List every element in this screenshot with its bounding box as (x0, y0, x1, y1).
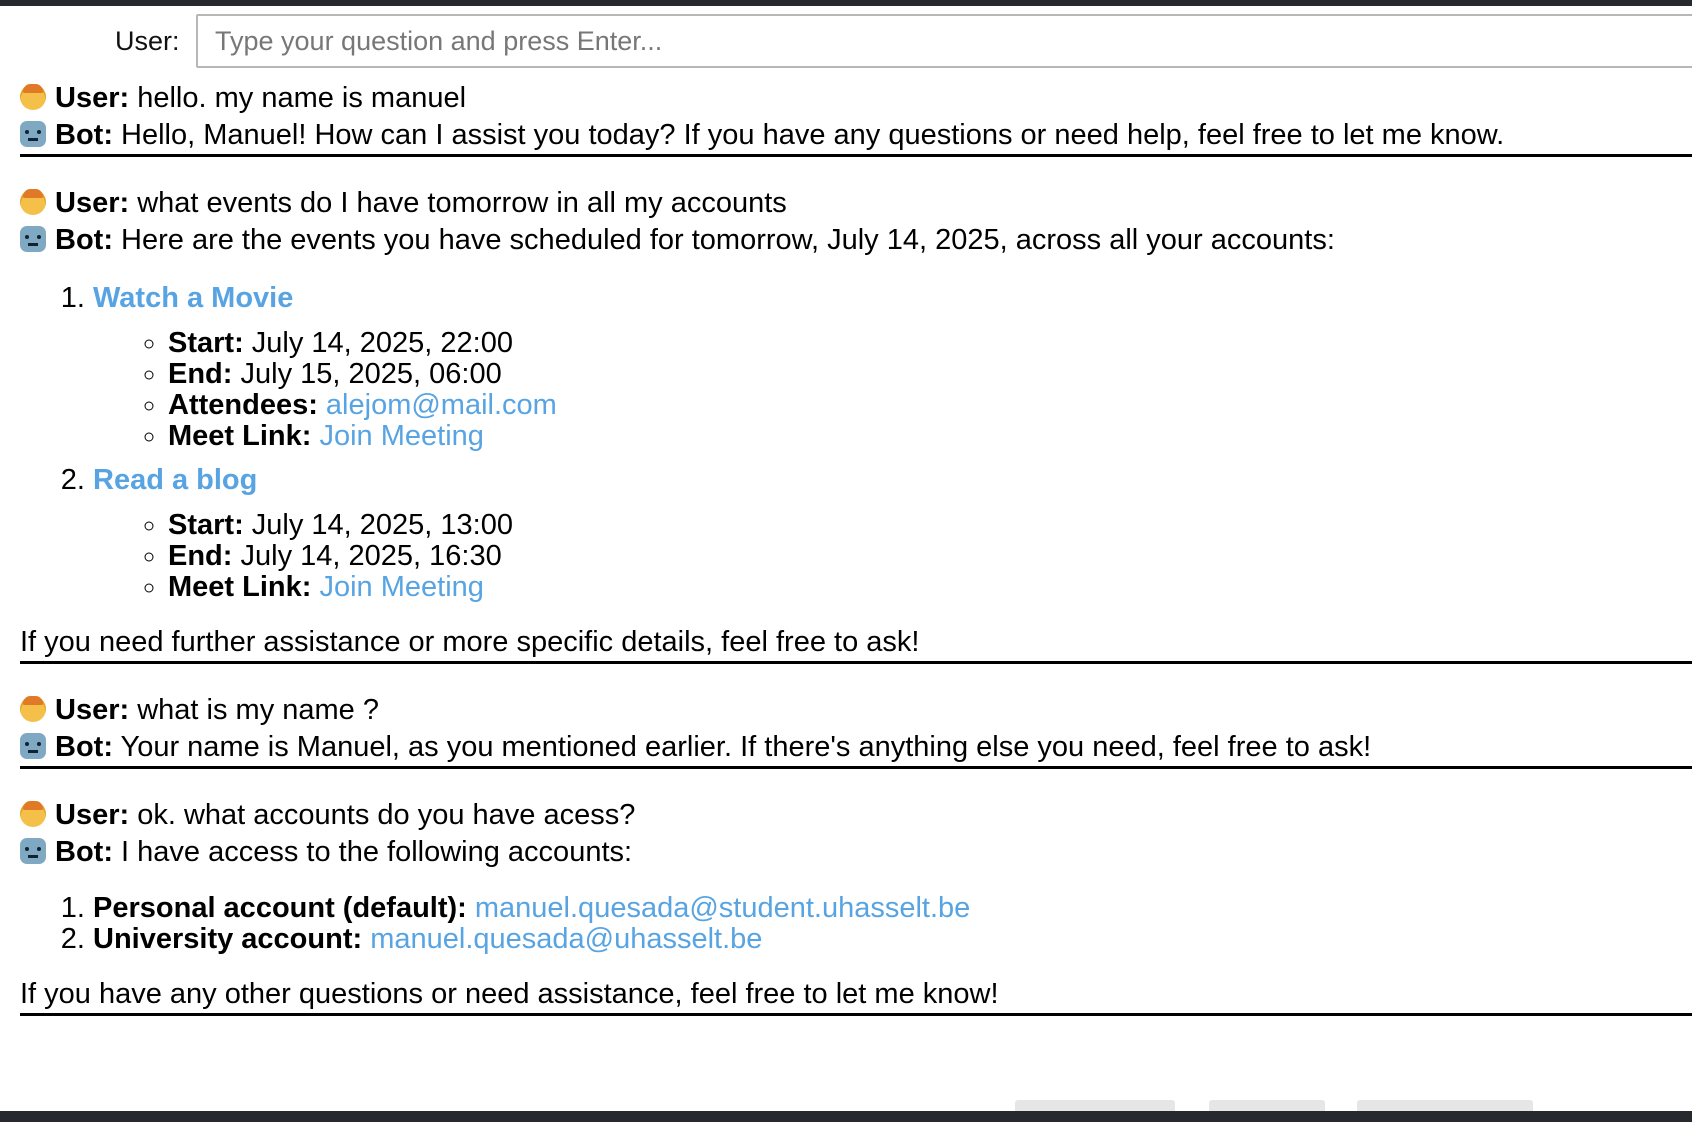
event-attendees (168, 390, 1692, 421)
attendee-email-link[interactable]: alejom@mail.com (325, 389, 557, 421)
account-label: Personal account (default): (93, 892, 467, 924)
chat-exchange (20, 157, 1692, 664)
user-avatar-icon (20, 696, 46, 722)
chat-exchange (20, 664, 1692, 769)
detail-label: Start: (168, 327, 244, 359)
detail-value: July 14, 2025, 13:00 (251, 509, 513, 541)
bot-message (20, 222, 1692, 259)
detail-label: Meet Link: (168, 571, 312, 603)
event-item (93, 280, 1692, 452)
bot-speaker-label: Bot: (55, 119, 113, 151)
account-email-link[interactable]: manuel.quesada@student.uhasselt.be (474, 892, 971, 924)
event-details (93, 510, 1692, 603)
chat-exchange (20, 80, 1692, 157)
user-message-text: ok. what accounts do you have acess? (137, 799, 636, 831)
event-meet-link (168, 421, 1692, 452)
bot-speaker-label: Bot: (55, 836, 113, 868)
event-details (93, 328, 1692, 452)
account-list (20, 893, 1692, 955)
user-avatar-icon (20, 189, 46, 215)
bot-message-text: Here are the events you have scheduled for tomorrow, July 14, 2025, across all your accounts: (121, 224, 1335, 256)
user-message-text: what events do I have tomorrow in all my accounts (137, 187, 787, 219)
detail-label: Meet Link: (168, 420, 312, 452)
chat-history (20, 80, 1692, 1016)
event-list (20, 280, 1692, 603)
join-meeting-link[interactable]: Join Meeting (319, 571, 484, 603)
user-speaker-label: User: (55, 799, 130, 831)
top-bar (0, 0, 1692, 6)
join-meeting-link[interactable]: Join Meeting (319, 420, 484, 452)
event-meet-link (168, 572, 1692, 603)
user-speaker-label: User: (55, 694, 130, 726)
question-input-row (0, 14, 1692, 70)
account-label: University account: (93, 923, 363, 955)
bot-message (20, 117, 1692, 154)
bot-message-text: Hello, Manuel! How can I assist you today? If you have any questions or need help, feel free to let me know. (121, 119, 1505, 151)
bot-message-text: I have access to the following accounts: (121, 836, 633, 868)
event-title-link[interactable]: Watch a Movie (93, 282, 294, 314)
event-start (168, 510, 1692, 541)
detail-value: July 14, 2025, 22:00 (251, 327, 513, 359)
user-message (20, 692, 1692, 729)
event-end (168, 541, 1692, 572)
account-item (93, 924, 1692, 955)
event-item (93, 462, 1692, 603)
chat-exchange (20, 769, 1692, 1016)
event-title-link[interactable]: Read a blog (93, 464, 258, 496)
detail-value: July 14, 2025, 16:30 (240, 540, 502, 572)
question-input[interactable] (196, 14, 1692, 68)
detail-value: July 15, 2025, 06:00 (240, 358, 502, 390)
user-message-text: hello. my name is manuel (137, 82, 467, 114)
robot-icon (20, 838, 46, 864)
detail-label: End: (168, 540, 233, 572)
detail-label: Attendees: (168, 389, 318, 421)
user-avatar-icon (20, 84, 46, 110)
robot-icon (20, 733, 46, 759)
user-speaker-label: User: (55, 82, 130, 114)
bot-message-text: Your name is Manuel, as you mentioned earlier. If there's anything else you need, feel free to ask! (120, 731, 1372, 763)
bot-speaker-label: Bot: (55, 731, 113, 763)
account-email-link[interactable]: manuel.quesada@uhasselt.be (370, 923, 763, 955)
event-start (168, 328, 1692, 359)
user-message (20, 185, 1692, 222)
user-message (20, 797, 1692, 834)
detail-label: Start: (168, 509, 244, 541)
bot-message (20, 729, 1692, 766)
bot-closing-text: If you have any other questions or need assistance, feel free to let me know! (20, 978, 999, 1010)
bottom-bar (0, 1111, 1692, 1122)
bot-speaker-label: Bot: (55, 224, 113, 256)
bot-message (20, 834, 1692, 871)
detail-label: End: (168, 358, 233, 390)
user-message (20, 80, 1692, 117)
robot-icon (20, 226, 46, 252)
robot-icon (20, 121, 46, 147)
user-avatar-icon (20, 801, 46, 827)
input-label: User: (115, 26, 180, 56)
user-message-text: what is my name ? (137, 694, 379, 726)
account-item (93, 893, 1692, 924)
event-end (168, 359, 1692, 390)
bot-closing-text: If you need further assistance or more specific details, feel free to ask! (20, 626, 920, 658)
user-speaker-label: User: (55, 187, 130, 219)
